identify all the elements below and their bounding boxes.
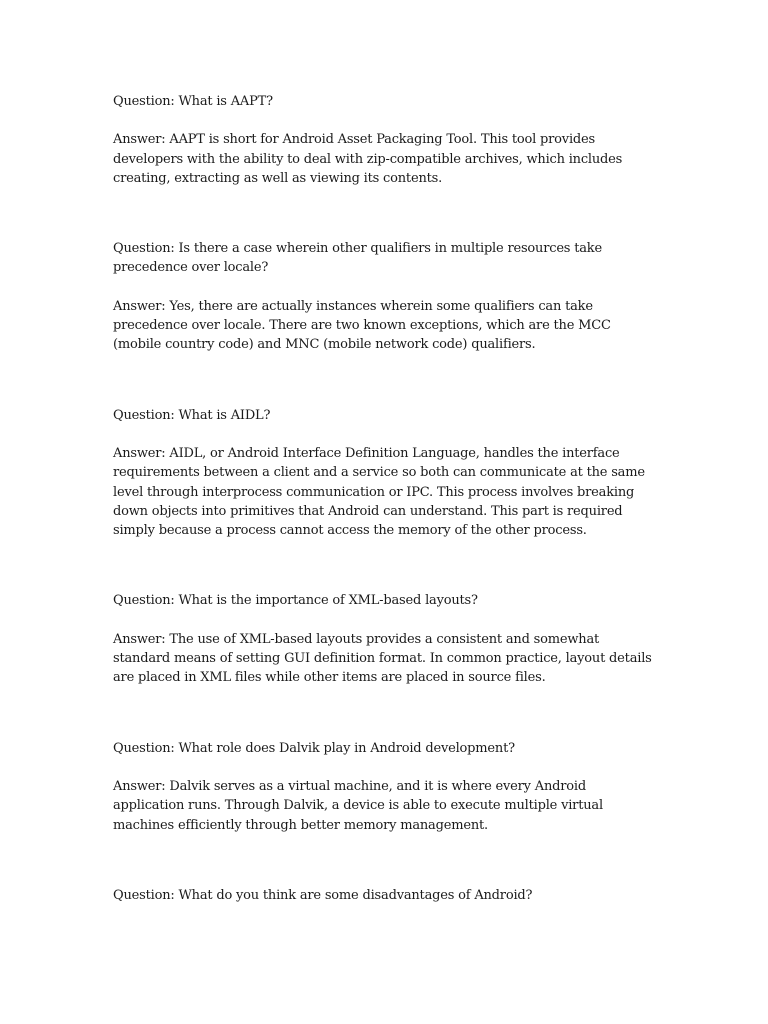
qa-item-xml-layouts bbox=[113, 591, 658, 687]
answer-text: Answer: Yes, there are actually instances wherein some qualifiers can take precedence over locale. There are two known exceptions, which are the MCC (mobile country code) and MNC (mobile network code) qualifiers. bbox=[113, 298, 611, 353]
question-text: Question: What is AAPT? bbox=[113, 94, 273, 109]
qa-list bbox=[113, 92, 658, 956]
question-text: Question: What do you think are some disadvantages of Android? bbox=[113, 887, 533, 903]
answer-text: Answer: AAPT is short for Android Asset Packaging Tool. This tool provides developers with the ability to deal with zip-compatible archives, which includes creating, extracting as well as viewing its contents. bbox=[113, 132, 623, 186]
answer-text: Answer: AIDL, or Android Interface Definition Language, handles the interface requirements between a client and a service so both can communicate at the same level through interprocess communication or IPC. This process involves breaking down objects into primitives that Android can understand. This part is required simply because a process cannot access the memory of the other process. bbox=[113, 445, 645, 539]
qa-item-disadvantages bbox=[113, 886, 658, 905]
qa-item-dalvik bbox=[113, 739, 658, 835]
question-text: Question: What is AIDL? bbox=[113, 407, 271, 423]
answer-text: Answer: Dalvik serves as a virtual machine, and it is where every Android application runs. Through Dalvik, a device is able to execute multiple virtual machines efficiently through better memory management. bbox=[113, 778, 603, 833]
qa-item-aidl bbox=[113, 406, 658, 541]
question-text: Question: Is there a case wherein other qualifiers in multiple resources take precedence over locale? bbox=[113, 241, 602, 276]
qa-item-qualifiers bbox=[113, 239, 658, 354]
answer-text: Answer: The use of XML-based layouts provides a consistent and somewhat standard means of setting GUI definition format. In common practice, layout details are placed in XML files while other items are placed in source files. bbox=[113, 631, 652, 686]
qa-item-aapt bbox=[113, 92, 658, 188]
question-text: Question: What is the importance of XML-based layouts? bbox=[113, 593, 478, 609]
question-text: Question: What role does Dalvik play in Android development? bbox=[113, 740, 515, 756]
